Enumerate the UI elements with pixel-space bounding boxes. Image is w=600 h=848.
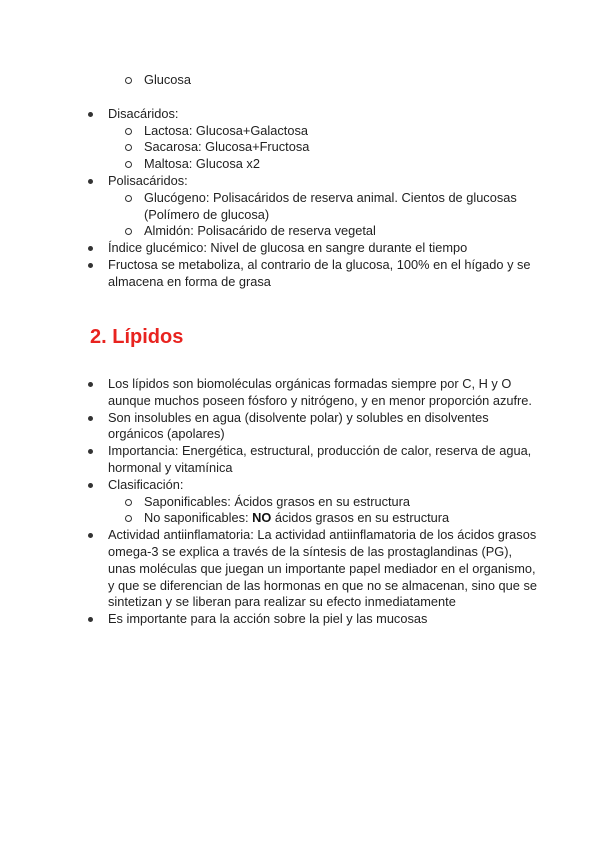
bullet-icon — [88, 246, 93, 251]
subitem-text: Sacarosa: Glucosa+Fructosa — [144, 139, 310, 155]
section-title-lipidos: 2. Lípidos — [90, 326, 184, 348]
hollow-bullet-icon — [125, 128, 132, 135]
item-text: Importancia: Energética, estructural, producción de calor, reserva de agua, hormonal y vitamínica — [108, 443, 532, 475]
hollow-bullet-icon — [125, 228, 132, 235]
item-text: Los lípidos son biomoléculas orgánicas formadas siempre por C, H y O aunque muchos poseen fósforo y nitrógeno, y en menor proporción azufre. — [108, 376, 532, 408]
item-text: Son insolubles en agua (disolvente polar) y solubles en disolventes orgánicos (apolares) — [108, 409, 489, 442]
list-subitem — [0, 510, 600, 527]
hollow-bullet-icon — [125, 195, 132, 202]
item-text: Es importante para la acción sobre la piel y las mucosas — [108, 611, 428, 627]
bullet-icon — [88, 533, 93, 538]
hollow-bullet-icon — [125, 77, 132, 84]
subitem-bold: NO — [252, 510, 272, 526]
subitem-text: Glucógeno: Polisacáridos de reserva animal. Cientos de glucosas (Polímero de glucosa) — [144, 189, 517, 222]
list-item — [0, 376, 600, 410]
hollow-bullet-icon — [125, 515, 132, 522]
hollow-bullet-icon — [125, 161, 132, 168]
lipids-list — [0, 376, 600, 628]
bullet-icon — [88, 112, 93, 117]
item-text: Índice glucémico: Nivel de glucosa en sangre durante el tiempo — [108, 240, 468, 256]
bullet-icon — [88, 179, 93, 184]
bullet-icon — [88, 483, 93, 488]
bullet-icon — [88, 382, 93, 387]
list-subitem — [0, 494, 600, 511]
list-item — [0, 527, 600, 611]
subitem-text: Almidón: Polisacárido de reserva vegetal — [144, 223, 376, 239]
bullet-icon — [88, 263, 93, 268]
carbohydrates-list — [0, 72, 600, 291]
list-item — [0, 257, 600, 291]
subitem-text: Maltosa: Glucosa x2 — [144, 156, 260, 172]
list-subitem — [0, 123, 600, 140]
list-item — [0, 443, 600, 477]
list-item — [0, 106, 600, 123]
item-text: Clasificación: — [108, 476, 184, 492]
list-item — [0, 240, 600, 257]
list-subitem — [0, 72, 600, 89]
hollow-bullet-icon — [125, 144, 132, 151]
bullet-icon — [88, 416, 93, 421]
item-text: Fructosa se metaboliza, al contrario de la glucosa, 100% en el hígado y se almacena en forma de grasa — [108, 256, 531, 289]
item-text: Polisacáridos: — [108, 172, 188, 188]
subitem-text: Lactosa: Glucosa+Galactosa — [144, 122, 308, 138]
subitem-text: Saponificables: Ácidos grasos en su estructura — [144, 493, 411, 509]
list-item — [0, 477, 600, 494]
list-item — [0, 410, 600, 444]
item-text: Disacáridos: — [108, 105, 179, 121]
bullet-icon — [88, 617, 93, 622]
list-item — [0, 611, 600, 628]
list-subitem — [0, 223, 600, 240]
item-text: Actividad antiinflamatoria: La actividad antiinflamatoria de los ácidos grasos omega-3 se explica a través de la síntesis de las prostaglandinas (PG), unas moléculas que juegan un importante papel mediador en el organismo, y que se diferencian de las hormonas en que no se almacenan, sino que se sintetizan y se liberan para realizar su efecto inmediatamente — [108, 527, 537, 610]
subitem-text: Glucosa — [144, 72, 191, 87]
list-item — [0, 173, 600, 190]
list-subitem — [0, 190, 600, 224]
list-subitem — [0, 156, 600, 173]
hollow-bullet-icon — [125, 499, 132, 506]
bullet-icon — [88, 449, 93, 454]
subitem-prefix: No saponificables: — [144, 510, 253, 526]
subitem-suffix: ácidos grasos en su estructura — [271, 510, 450, 526]
list-subitem — [0, 139, 600, 156]
